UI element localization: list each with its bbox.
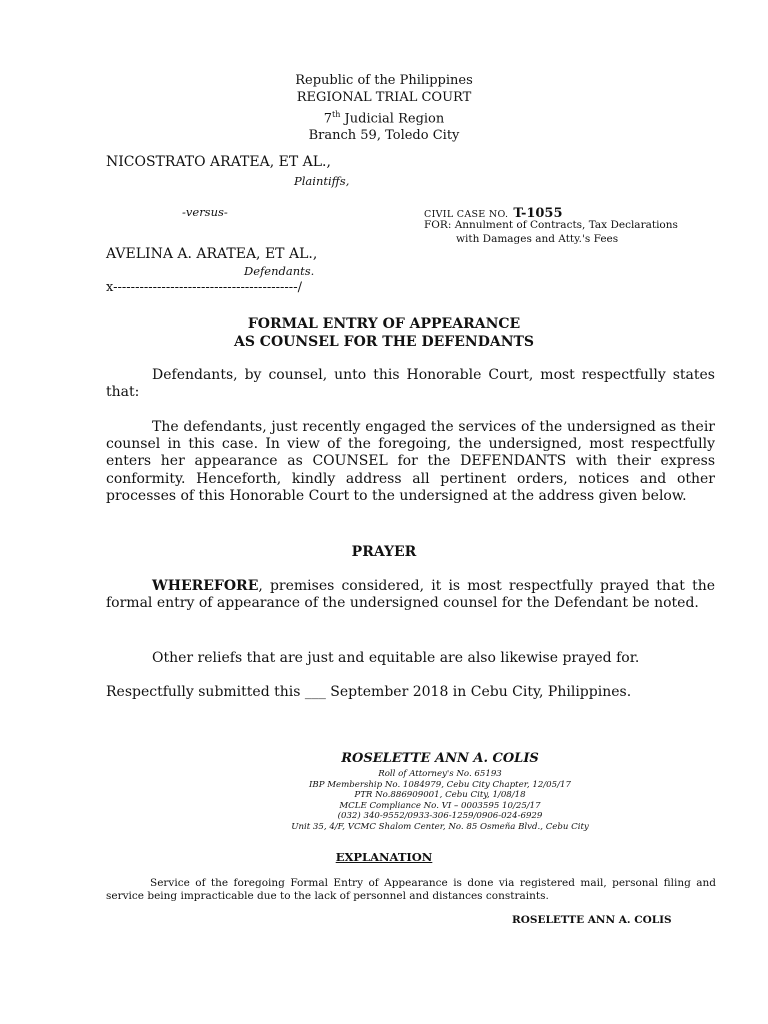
case-for-line2: with Damages and Atty.'s Fees [456, 233, 619, 245]
explanation-text: Service of the foregoing Formal Entry of Appearance is done via registered mail, personal filing and service being impracticable due to the lack of personnel and distances constraints. [106, 877, 716, 902]
court-header [0, 72, 768, 144]
caption-separator: x------------------------------------------/ [106, 280, 302, 295]
plaintiff-role: Plaintiffs, [294, 174, 350, 188]
sig-ibp: IBP Membership No. 1084979, Cebu City Chapter, 12/05/17 [309, 779, 571, 790]
case-number-label: CIVIL CASE NO. [424, 209, 509, 220]
sig-address: Unit 35, 4/F, VCMC Shalom Center, No. 85 Osmeña Blvd., Cebu City [291, 821, 589, 832]
prayer-paragraph: WHEREFORE, premises considered, it is most respectfully prayed that the formal entry of appearance of the undersigned counsel for the Defendant be noted. [106, 578, 715, 612]
plaintiff-name: NICOSTRATO ARATEA, ET AL., [106, 154, 331, 170]
prayer-heading: PRAYER [351, 544, 417, 560]
sig-ptr: PTR No.886909001, Cebu City, 1/08/18 [354, 790, 526, 801]
sig-roll: Roll of Attorney's No. 65193 [378, 769, 502, 779]
prayer-wherefore: WHEREFORE [152, 578, 259, 594]
body-paragraph-1: The defendants, just recently engaged the services of the undersigned as their counsel in this case. In view of the foregoing, the undersigned, most respectfully enters her appearance as COUNSEL for the DEFENDANTS with their express conformity. Henceforth, kindly address all pertinent orders, notices and other processes of this Honorable Court to the undersigned at the address given below. [106, 419, 715, 504]
header-region: 7th Judicial Region [323, 110, 445, 127]
signatory-name: ROSELETTE ANN A. COLIS [341, 751, 539, 766]
header-branch: Branch 59, Toledo City [308, 128, 460, 144]
defendant-name: AVELINA A. ARATEA, ET AL., [106, 246, 318, 262]
explanation-signer: ROSELETTE ANN A. COLIS [512, 914, 672, 926]
title-line2: AS COUNSEL FOR THE DEFENDANTS [233, 334, 535, 350]
case-number: T-1055 [513, 206, 563, 221]
other-reliefs: Other reliefs that are just and equitable are also likewise prayed for. [152, 650, 640, 666]
submitted-line: Respectfully submitted this ___ September 2018 in Cebu City, Philippines. [106, 684, 632, 700]
sig-mcle: MCLE Compliance No. VI – 0003595 10/25/17 [339, 800, 541, 811]
case-for-line1: FOR: Annulment of Contracts, Tax Declarations [424, 219, 678, 231]
signature-block [240, 751, 640, 833]
sig-phone: (032) 340-9552/0933-306-1259/0906-024-6929 [337, 811, 543, 822]
defendant-role: Defendants. [244, 264, 315, 278]
header-court: REGIONAL TRIAL COURT [296, 90, 472, 105]
intro-paragraph: Defendants, by counsel, unto this Honorable Court, most respectfully states that: [106, 367, 715, 401]
versus-label: -versus- [182, 205, 228, 219]
document-title [0, 315, 768, 351]
header-republic: Republic of the Philippines [295, 73, 473, 88]
explanation-heading: EXPLANATION [335, 850, 433, 864]
title-line1: FORMAL ENTRY OF APPEARANCE [247, 316, 521, 332]
